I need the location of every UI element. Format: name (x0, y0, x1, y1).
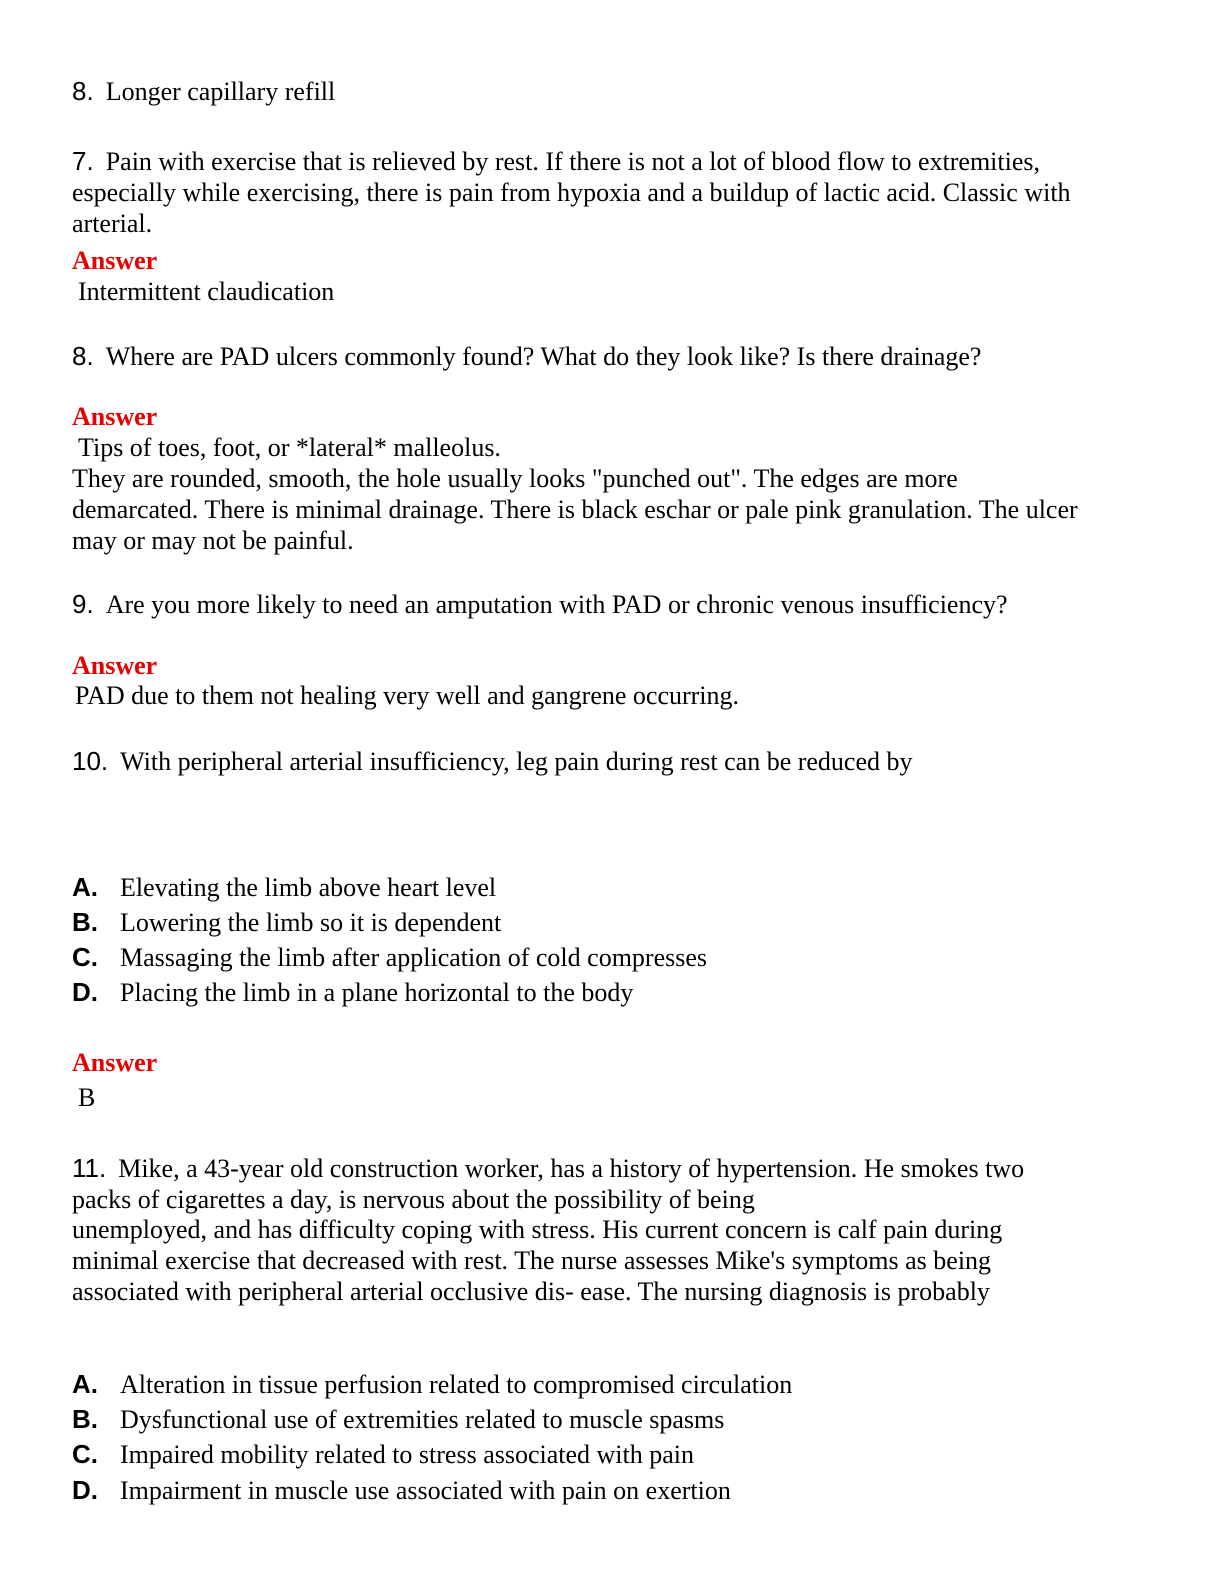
option-letter: A. (72, 1369, 98, 1399)
option-letter: A. (72, 872, 98, 902)
answer-text: Intermittent claudication (78, 277, 335, 306)
option-text: Dysfunctional use of extremities related to muscle spasms (120, 1405, 725, 1434)
question-text: Longer capillary refill (105, 77, 336, 106)
question-11-line-2: packs of cigarettes a day, is nervous about the possibility of being (72, 1185, 755, 1214)
option-d (72, 1475, 1144, 1506)
option-text: Lowering the limb so it is dependent (120, 908, 502, 937)
option-letter: C. (72, 942, 98, 972)
question-text: Mike, a 43-year old construction worker, has a history of hypertension. He smokes two (118, 1154, 1025, 1183)
question-text: Are you more likely to need an amputation with PAD or chronic venous insufficiency? (105, 590, 1008, 619)
option-c (72, 1439, 1144, 1470)
option-letter: D. (72, 977, 98, 1007)
question-11-line-3: unemployed, and has difficulty coping with stress. His current concern is calf pain during (72, 1215, 1003, 1244)
question-text: Pain with exercise that is relieved by rest. If there is not a lot of blood flow to extremities, (105, 147, 1040, 176)
question-11-line-5: associated with peripheral arterial occlusive dis- ease. The nursing diagnosis is probably (72, 1277, 990, 1306)
question-number: 9. (72, 589, 94, 619)
answer-text-line-2: They are rounded, smooth, the hole usually looks "punched out". The edges are more (72, 464, 958, 493)
option-c (72, 942, 1144, 973)
question-text: Where are PAD ulcers commonly found? What do they look like? Is there drainage? (105, 342, 982, 371)
answer-label: Answer (72, 246, 158, 275)
option-a (72, 1369, 1144, 1400)
question-7-line-1 (72, 146, 1144, 177)
option-letter: D. (72, 1475, 98, 1505)
option-letter: B. (72, 907, 98, 937)
answer-text-line-3: demarcated. There is minimal drainage. There is black eschar or pale pink granulation. The ulcer (72, 495, 1078, 524)
question-7-line-3: arterial. (72, 209, 153, 238)
question-11-line-4: minimal exercise that decreased with rest. The nurse assesses Mike's symptoms as being (72, 1246, 992, 1275)
question-9 (72, 589, 1144, 620)
option-b (72, 1404, 1144, 1435)
question-7-line-2: especially while exercising, there is pain from hypoxia and a buildup of lactic acid. Classic with (72, 178, 1071, 207)
answer-label: Answer (72, 651, 158, 680)
question-text: With peripheral arterial insufficiency, leg pain during rest can be reduced by (120, 747, 913, 776)
answer-text: PAD due to them not healing very well and gangrene occurring. (75, 681, 740, 710)
option-letter: B. (72, 1404, 98, 1434)
question-number: 11. (72, 1153, 107, 1183)
option-a (72, 872, 1144, 903)
answer-label: Answer (72, 402, 158, 431)
option-text: Elevating the limb above heart level (120, 873, 497, 902)
answer-text-line-4: may or may not be painful. (72, 526, 354, 555)
question-8a (72, 76, 1144, 107)
option-text: Alteration in tissue perfusion related to compromised circulation (120, 1370, 793, 1399)
question-11-line-1 (72, 1153, 1144, 1184)
option-text: Impairment in muscle use associated with pain on exertion (120, 1476, 731, 1505)
option-text: Massaging the limb after application of cold compresses (120, 943, 708, 972)
option-text: Impaired mobility related to stress associated with pain (120, 1440, 695, 1469)
question-10 (72, 746, 1144, 777)
question-number: 8. (72, 76, 94, 106)
answer-text: B (78, 1083, 96, 1112)
answer-text-line-1: Tips of toes, foot, or *lateral* malleolus. (78, 433, 501, 462)
answer-label: Answer (72, 1048, 158, 1077)
option-b (72, 907, 1144, 938)
question-8b (72, 341, 1144, 372)
option-letter: C. (72, 1439, 98, 1469)
question-number: 7. (72, 146, 94, 176)
question-number: 8. (72, 341, 94, 371)
question-number: 10. (72, 746, 109, 776)
option-text: Placing the limb in a plane horizontal to the body (120, 978, 634, 1007)
option-d (72, 977, 1144, 1008)
